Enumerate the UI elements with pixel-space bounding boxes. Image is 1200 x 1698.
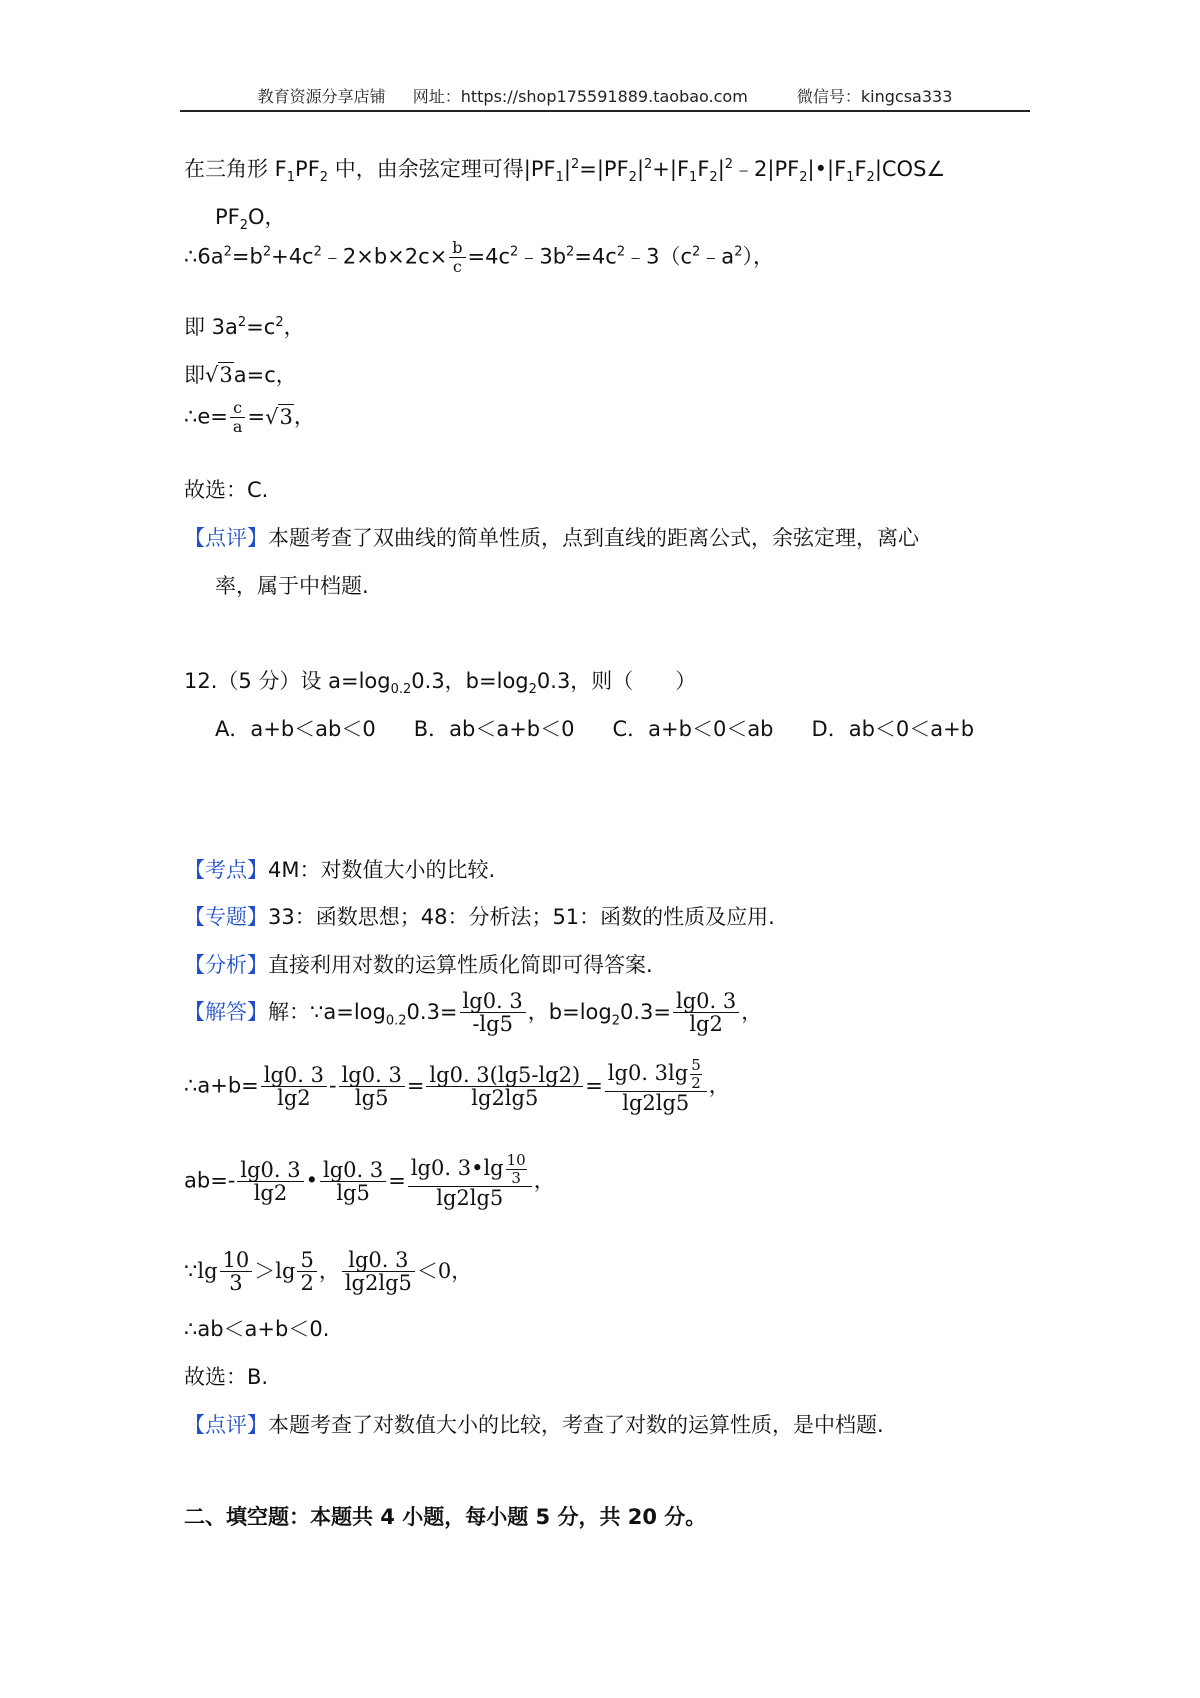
text: =c: [246, 315, 276, 339]
text: ，: [293, 404, 315, 429]
text: lg0. 3•lg: [410, 1156, 504, 1181]
text: =: [388, 1168, 406, 1193]
page-header: [180, 84, 1030, 107]
section-2-title: 二、填空题：本题共 4 小题，每小题 5 分，共 20 分。: [184, 1505, 707, 1529]
option-c[interactable]: C．a+b＜0＜ab: [612, 717, 774, 741]
text: PF: [215, 205, 240, 229]
product-line: [184, 1153, 555, 1210]
fraction: [297, 1249, 316, 1295]
text: ab=-: [184, 1168, 236, 1193]
text: ﹣3（c: [625, 244, 693, 269]
denominator: 3: [220, 1271, 253, 1295]
denominator: a: [230, 417, 246, 436]
jieda-tag: 【解答】: [184, 1000, 268, 1025]
log-base: 0.2: [390, 682, 412, 698]
text: ，: [283, 315, 305, 339]
numerator: lg0. 3: [341, 1062, 402, 1087]
numerator: lg0. 3: [323, 1157, 384, 1182]
denominator: 3: [506, 1169, 527, 1187]
fenxi-line: [184, 953, 653, 978]
fenxi-text: 直接利用对数的运算性质化简即可得答案.: [268, 953, 653, 977]
fraction: [426, 1064, 583, 1110]
equation-6a2-line: $\therefore 6a^2=b^2+4c^2﹣2\times b\times 2c\times$ $\frac{b}{c}$ $=4c^2﹣3b^2=4c^2﹣3(c^2﹣a^2)$，: [184, 238, 774, 276]
fenxi-tag: 【分析】: [184, 953, 268, 977]
text: ∴e=: [184, 404, 228, 429]
fraction: [220, 1249, 253, 1295]
fraction: [237, 1159, 303, 1205]
text: 即: [184, 363, 205, 387]
kaodian-tag: 【考点】: [184, 858, 268, 882]
option-d[interactable]: D．ab＜0＜a+b: [811, 717, 975, 741]
zhuanti-tag: 【专题】: [184, 905, 268, 929]
text: ∵: [184, 1259, 198, 1284]
text: 解：∵a=log: [268, 1000, 386, 1025]
text: 0.3=: [620, 1000, 671, 1025]
header-divider: [180, 110, 1030, 112]
numerator: lg0. 3: [240, 1157, 301, 1182]
text: ﹣2×b×2c×: [321, 244, 448, 269]
text: ，: [533, 1168, 555, 1193]
numerator: c: [233, 398, 243, 417]
question-12-options: [215, 717, 1012, 742]
denominator: lg2lg5: [408, 1186, 532, 1210]
text: lg: [197, 1259, 218, 1284]
fraction: [342, 1249, 415, 1295]
text: 0.3，则（ ）: [536, 669, 697, 693]
radicand: 3: [219, 363, 233, 387]
shop-name: 教育资源分享店铺: [257, 87, 386, 106]
answer-choice-b: 故选：B.: [184, 1365, 269, 1389]
angle-continuation: $PF_2O$，: [215, 205, 286, 234]
comment-tag: 【点评】: [184, 526, 268, 550]
text: COS∠: [881, 157, 946, 181]
fraction-b: [673, 990, 739, 1036]
denominator: lg2lg5: [342, 1271, 415, 1295]
text: 0.3=: [406, 1000, 458, 1025]
text: ，b=log: [527, 1000, 612, 1025]
denominator: 2: [691, 1073, 701, 1092]
inner-fraction: [690, 1058, 702, 1091]
dianping-tag: 【点评】: [184, 1413, 268, 1437]
text: ，: [741, 1000, 763, 1025]
fraction-b-over-c: [449, 240, 465, 275]
text: -: [329, 1073, 337, 1098]
numerator: 10: [506, 1151, 526, 1169]
denominator: 2: [297, 1271, 316, 1295]
numerator: b: [452, 238, 463, 257]
fraction: [320, 1159, 386, 1205]
equation-sqrt3a-line: [184, 363, 297, 388]
text: ，: [318, 1259, 340, 1284]
jieda-line: 【解答】解：$\because a=\log_{0.2}0.3=$ $\frac{\lg 0. 3}{-\lg 5}$ ，$b=\log_20.3=$ $\frac{\lg 0. 3}{\lg 2}$ ，: [184, 989, 763, 1037]
text: ∴a+b=: [184, 1073, 259, 1098]
sqrt-symbol: √3: [265, 404, 293, 429]
denominator: lg2lg5: [605, 1091, 707, 1115]
text: =4c: [574, 244, 617, 269]
site-label: 网址：: [412, 87, 461, 106]
denominator: lg2: [237, 1181, 303, 1205]
text: 中，由余弦定理可得: [334, 157, 524, 181]
text: +4c: [271, 244, 314, 269]
fraction: [339, 1064, 405, 1110]
text: ∴6a: [184, 244, 224, 269]
equation-3a2-line: 即 $3a^2=c^2$，: [184, 315, 305, 339]
denominator: lg2: [261, 1086, 327, 1110]
text: lg0. 3lg: [607, 1061, 689, 1086]
comment-line: [184, 526, 919, 551]
numerator: lg0. 3: [462, 989, 523, 1013]
text: 0.3，b=log: [411, 669, 529, 693]
numerator: 5: [691, 1056, 701, 1074]
comment-text: 本题考查了双曲线的简单性质，点到直线的距离公式，余弦定理，离心: [268, 526, 919, 550]
text: =4c: [467, 244, 511, 269]
fraction-c-over-a: [230, 400, 246, 435]
radicand: 3: [279, 404, 293, 429]
denominator: c: [449, 257, 465, 276]
denominator: lg5: [339, 1086, 405, 1110]
denominator: lg2: [673, 1012, 739, 1036]
cosine-law-line: 在三角形 $F_1PF_2$ 中，由余弦定理可得$|PF_1|^2=|PF_2|^2+|F_1F_2|^2﹣2|PF_2|•|F_1F_2|COS\angle$: [184, 157, 946, 186]
text: ），: [742, 244, 774, 269]
numerator: 10: [222, 1248, 250, 1272]
numerator: lg0. 3: [263, 1062, 324, 1087]
inner-fraction: [506, 1153, 527, 1186]
dianping-text: 本题考查了对数值大小的比较，考查了对数的运算性质，是中档题.: [268, 1413, 884, 1437]
log-base: 2: [528, 682, 537, 698]
text: O，: [248, 205, 286, 229]
question-12-stem: [184, 669, 696, 698]
answer-choice-c: 故选：C.: [184, 478, 269, 502]
fraction: [605, 1058, 707, 1115]
conclusion-line: ∴ab＜a+b＜0.: [184, 1317, 330, 1341]
text: •: [305, 1168, 318, 1193]
text: ，: [708, 1073, 730, 1098]
zhuanti-line: [184, 905, 775, 930]
eccentricity-line: [184, 400, 315, 435]
text: ﹣a: [700, 244, 735, 269]
numerator: [605, 1058, 707, 1091]
option-a[interactable]: A．a+b＜ab＜0: [215, 717, 376, 741]
sqrt-symbol: √3: [205, 363, 233, 387]
text: ＞lg: [254, 1259, 296, 1284]
option-b[interactable]: B．ab＜a+b＜0: [413, 717, 575, 741]
text: 即 3a: [184, 315, 238, 339]
sum-line: [184, 1058, 730, 1115]
fraction-a: [460, 990, 526, 1036]
wechat-id: kingcsa333: [860, 87, 953, 106]
fraction: [408, 1153, 532, 1210]
text: ﹣3b: [518, 244, 567, 269]
numerator: lg0. 3: [676, 989, 737, 1013]
site-url[interactable]: https://shop175591889.taobao.com: [460, 87, 748, 106]
numerator: 5: [300, 1248, 314, 1272]
since-line: [184, 1249, 472, 1295]
text: ＜0，: [416, 1259, 473, 1284]
text: =: [585, 1073, 603, 1098]
fraction: [261, 1064, 327, 1110]
denominator: -lg5: [460, 1012, 526, 1036]
numerator: lg0. 3: [348, 1248, 409, 1272]
text: =: [247, 404, 266, 429]
text: a=c，: [233, 363, 297, 387]
numerator: lg0. 3(lg5-lg2): [429, 1062, 581, 1087]
text: 在三角形 F: [184, 157, 287, 181]
denominator: lg5: [320, 1181, 386, 1205]
comment-continuation: 率，属于中档题.: [215, 574, 369, 598]
denominator: lg2lg5: [426, 1086, 583, 1110]
zhuanti-text: 33：函数思想；48：分析法；51：函数的性质及应用.: [268, 905, 775, 929]
dianping-line: [184, 1413, 884, 1438]
kaodian-text: 4M：对数值大小的比较.: [268, 858, 496, 882]
text: 12.（5 分）设 a=log: [184, 669, 391, 693]
kaodian-line: [184, 858, 495, 883]
wechat-label: 微信号：: [796, 87, 861, 106]
text: =: [406, 1073, 425, 1098]
numerator: [408, 1153, 532, 1186]
text: =b: [231, 244, 263, 269]
